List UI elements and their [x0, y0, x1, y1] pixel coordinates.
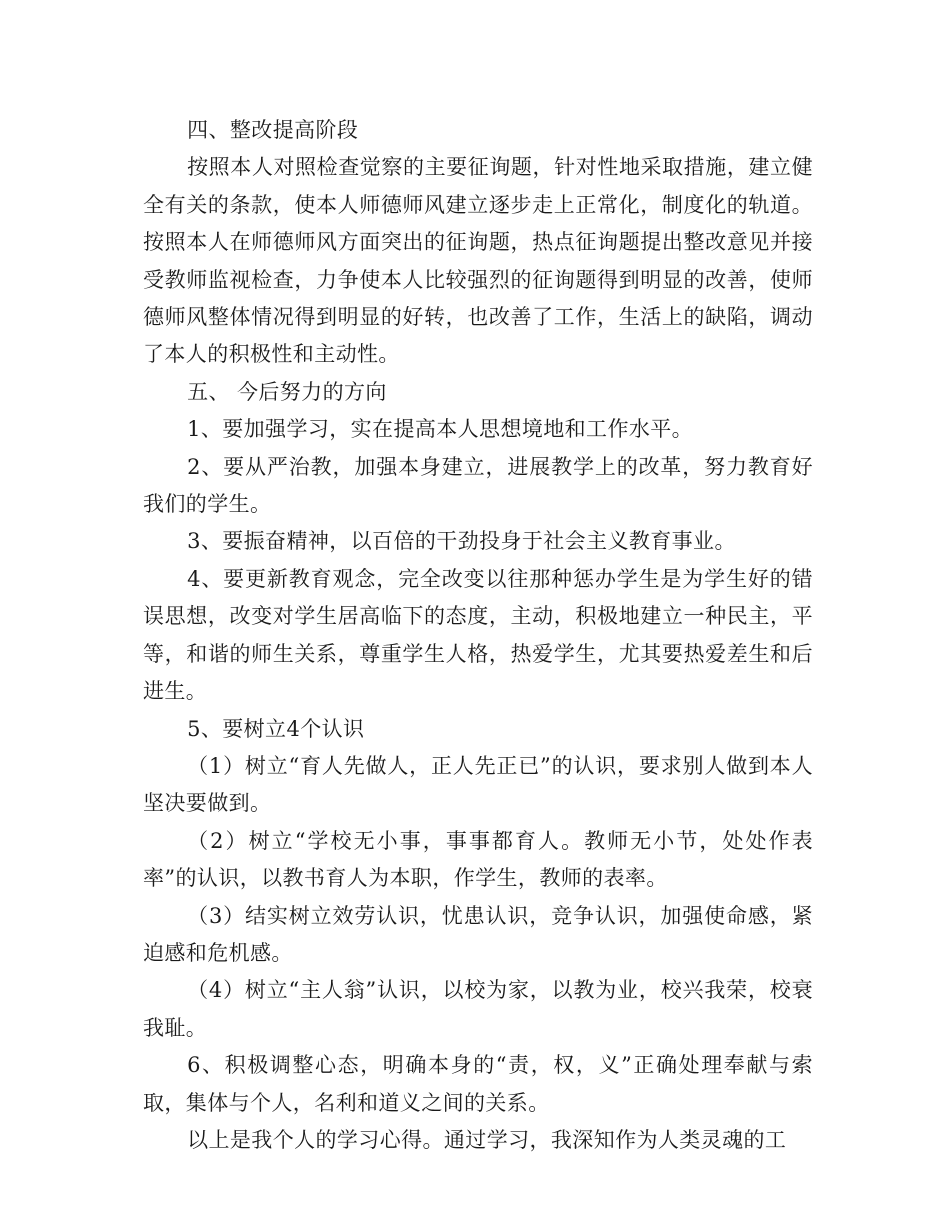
list-item-5: 5、要树立4个认识: [187, 716, 365, 741]
paragraph-rectification: 按照本人对照检查觉察的主要征询题，针对性地采取措施，建立健全有关的条款，使本人师德师风建立逐步走上正常化，制度化的轨道。按照本人在师德师风方面突出的征询题，热点征询题提出整改意见并接受教师监视检查，力争使本人比较强烈的征询题得到明显的改善，使师德师风整体情况得到明显的好转，也改善了工作，生活上的缺陷，调动了本人的积极性和主动性。: [143, 155, 813, 367]
section-heading-future-direction: 五、 今后努力的方向: [187, 379, 387, 404]
list-item-6: 6、积极调整心态，明确本身的“责，权，义”正确处理奉献与索取，集体与个人，名利和道义之间的关系。: [143, 1053, 813, 1115]
closing-paragraph: 以上是我个人的学习心得。通过学习，我深知作为人类灵魂的工: [187, 1127, 787, 1152]
sub-item-1: （1）树立“育人先做人，正人先正已”的认识，要求别人做到本人坚决要做到。: [143, 753, 813, 816]
sub-item-3: （3）结实树立效劳认识，忧患认识，竞争认识，加强使命感，紧迫感和危机感。: [143, 903, 813, 965]
list-item-1: 1、要加强学习，实在提高本人思想境地和工作水平。: [187, 417, 694, 442]
list-item-2: 2、要从严治教，加强本身建立，进展教学上的改革，努力教育好我们的学生。: [143, 454, 813, 517]
sub-item-4: （4）树立“主人翁”认识，以校为家，以教为业，校兴我荣，校衰我耻。: [143, 978, 813, 1040]
list-item-4: 4、要更新教育观念，完全改变以往那种惩办学生是为学生好的错误思想，改变对学生居高临下的态度，主动，积极地建立一种民主，平等，和谐的师生关系，尊重学生人格，热爱学生，尤其要热爱差生和后进生。: [143, 566, 813, 704]
section-heading-rectification: 四、整改提高阶段: [187, 118, 359, 142]
sub-item-2: （2）树立“学校无小事，事事都育人。教师无小节，处处作表率”的认识，以教书育人为本职，作学生，教师的表率。: [143, 828, 813, 891]
list-item-3: 3、要振奋精神，以百倍的干劲投身于社会主义教育事业。: [187, 529, 736, 554]
document-body: [143, 112, 813, 1159]
